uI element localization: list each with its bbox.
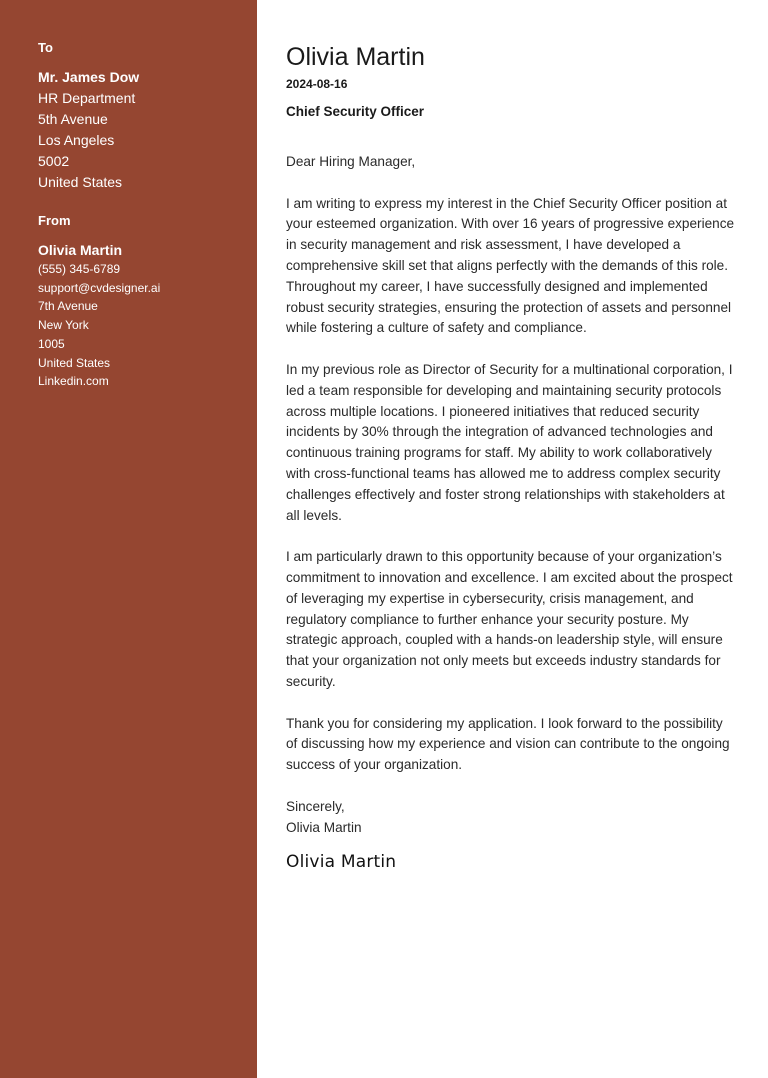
recipient-name: Mr. James Dow — [38, 69, 140, 85]
closing-name: Olivia Martin — [286, 819, 362, 835]
sender-zip: 1005 — [38, 336, 65, 351]
recipient-department: HR Department — [38, 90, 136, 106]
sender-country: United States — [38, 355, 111, 370]
from-heading: From — [38, 213, 71, 228]
to-heading: To — [38, 40, 53, 55]
sender-phone[interactable]: (555) 345-6789 — [38, 262, 121, 276]
closing — [286, 797, 736, 839]
sender-email[interactable]: support@cvdesigner.ai — [38, 280, 161, 295]
sender-linkedin[interactable]: Linkedin.com — [38, 374, 109, 389]
sender-street: 7th Avenue — [38, 299, 98, 314]
paragraph-1: I am writing to express my interest in the Chief Security Officer position at your esteemed organization. With over 16 years of progressive experience in security management and risk assessment, I have developed a comprehensive skill set that aligns perfectly with the demands of this role. Throughout my career, I have successfully designed and implemented robust security strategies, ensuring the protection of assets and personnel while fostering a culture of safety and compliance. — [286, 195, 735, 336]
recipient-zip: 5002 — [38, 153, 70, 169]
sender-city: New York — [38, 318, 89, 333]
recipient-street: 5th Avenue — [38, 111, 108, 127]
sidebar — [0, 0, 257, 1078]
signature: Olivia Martin — [286, 852, 397, 872]
position-title: Chief Security Officer — [286, 104, 425, 119]
salutation: Dear Hiring Manager, — [286, 154, 416, 169]
paragraph-4: Thank you for considering my application. I look forward to the possibility of discussing how my experience and vision can contribute to the ongoing success of your organization. — [286, 715, 730, 773]
letter-header-name: Olivia Martin — [286, 43, 425, 71]
recipient-city: Los Angeles — [38, 132, 115, 148]
sender-block — [38, 240, 248, 391]
sender-name: Olivia Martin — [38, 242, 123, 258]
paragraph-2: In my previous role as Director of Security for a multinational corporation, I led a team responsible for developing and maintaining security protocols across multiple locations. I pioneered initiatives that reduced security incidents by 30% through the integration of advanced technologies and continuous training programs for staff. My ability to work collaboratively with cross-functional teams has allowed me to address complex security challenges effectively and foster strong relationships with stakeholders at all levels. — [286, 361, 733, 523]
recipient-country: United States — [38, 174, 123, 190]
closing-word: Sincerely, — [286, 798, 345, 814]
paragraph-3: I am particularly drawn to this opportunity because of your organization’s commitment to innovation and excellence. I am excited about the prospect of leveraging my expertise in cybersecurity, crisis management, and regulatory compliance to further enhance your security posture. My strategic approach, coupled with a hands-on leadership style, will ensure that your organization not only meets but exceeds industry standards for security. — [286, 549, 733, 689]
letter-text — [286, 152, 736, 838]
letter-date: 2024-08-16 — [286, 77, 348, 91]
recipient-block — [38, 67, 238, 193]
